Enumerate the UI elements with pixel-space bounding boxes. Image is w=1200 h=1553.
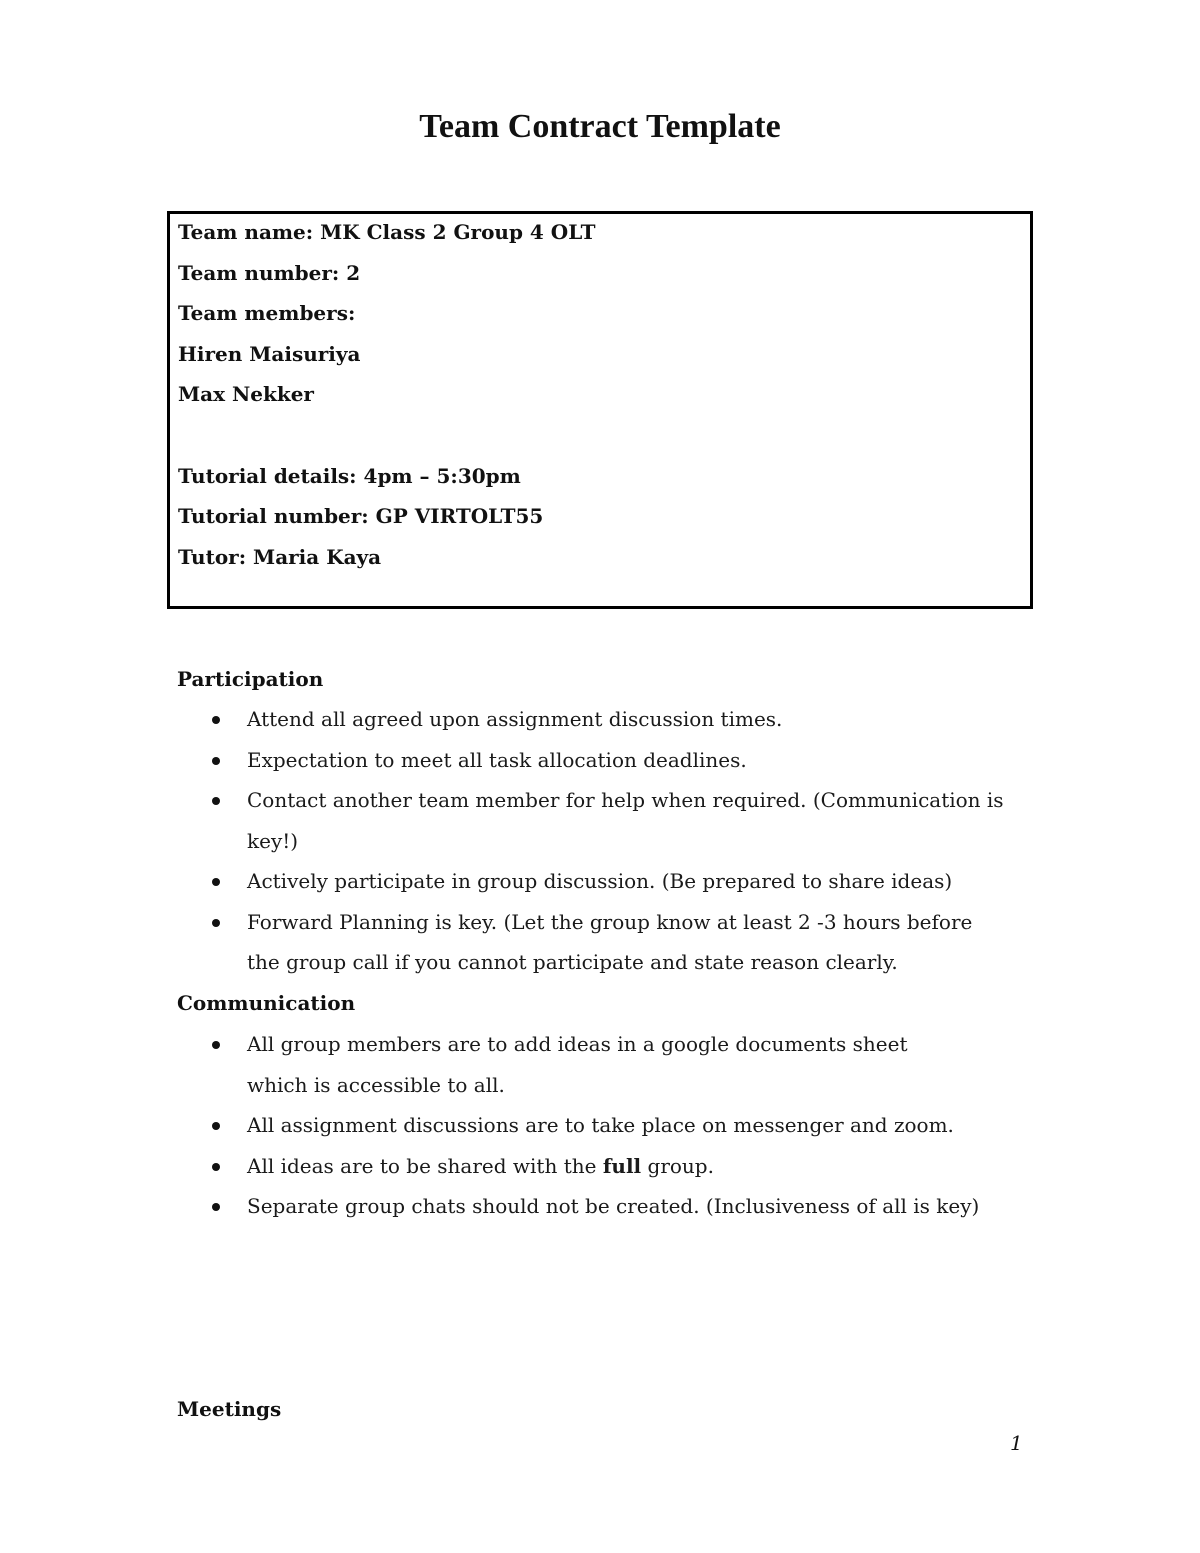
- bullet-icon: [212, 1122, 220, 1130]
- tutorial-details: Tutorial details: 4pm – 5:30pm: [178, 464, 521, 488]
- meetings-heading: Meetings: [177, 1397, 282, 1421]
- bullet-icon: [212, 797, 220, 805]
- bullet-icon: [212, 1163, 220, 1171]
- document-title: Team Contract Template: [419, 108, 781, 145]
- list-item: [177, 861, 1027, 902]
- emphasis-text: full: [602, 1153, 642, 1178]
- participation-list: [177, 699, 1027, 983]
- list-item-text: Separate group chats should not be created. (Inclusiveness of all is key): [247, 1194, 980, 1218]
- team-number: Team number: 2: [178, 261, 361, 285]
- team-member: Max Nekker: [178, 382, 314, 406]
- list-item: [177, 780, 1027, 861]
- list-item-text-end: group.: [641, 1153, 714, 1178]
- bullet-icon: [212, 1041, 220, 1049]
- team-info-box: [167, 211, 1033, 609]
- bullet-icon: [212, 716, 220, 724]
- list-item: [177, 1105, 1027, 1146]
- communication-list: [177, 1024, 1027, 1227]
- list-item-text: Contact another team member for help when required. (Communication is key!): [247, 788, 1004, 853]
- list-item-text: All assignment discussions are to take place on messenger and zoom.: [247, 1113, 954, 1137]
- list-item-text: Forward Planning is key. (Let the group know at least 2 -3 hours before the group call if you cannot participate and state reason clearly.: [247, 909, 973, 974]
- bullet-icon: [212, 757, 220, 765]
- list-item-text: Expectation to meet all task allocation deadlines.: [247, 747, 747, 772]
- team-member: Hiren Maisuriya: [178, 342, 361, 366]
- bullet-icon: [212, 878, 220, 886]
- tutorial-number: Tutorial number: GP VIRTOLT55: [178, 504, 544, 528]
- list-item: [177, 1024, 1027, 1105]
- list-item-text-start: All ideas are to be shared with the: [247, 1153, 603, 1178]
- communication-heading: Communication: [177, 991, 356, 1015]
- list-item: [177, 699, 1027, 740]
- participation-heading: Participation: [177, 667, 324, 691]
- list-item-text: Attend all agreed upon assignment discussion times.: [247, 707, 783, 731]
- list-item-text: All group members are to add ideas in a google documents sheet which is accessible to all.: [247, 1032, 908, 1097]
- list-item: [177, 1186, 1027, 1227]
- page-number: 1: [1010, 1431, 1023, 1455]
- bullet-icon: [212, 1203, 220, 1211]
- list-item-text: Actively participate in group discussion. (Be prepared to share ideas): [247, 869, 953, 893]
- bullet-icon: [212, 919, 220, 927]
- team-name: Team name: MK Class 2 Group 4 OLT: [178, 220, 596, 244]
- tutor: Tutor: Maria Kaya: [178, 545, 382, 569]
- team-members-label: Team members:: [178, 301, 356, 325]
- list-item: [177, 902, 1027, 983]
- list-item: [177, 1146, 1027, 1187]
- list-item: [177, 740, 1027, 781]
